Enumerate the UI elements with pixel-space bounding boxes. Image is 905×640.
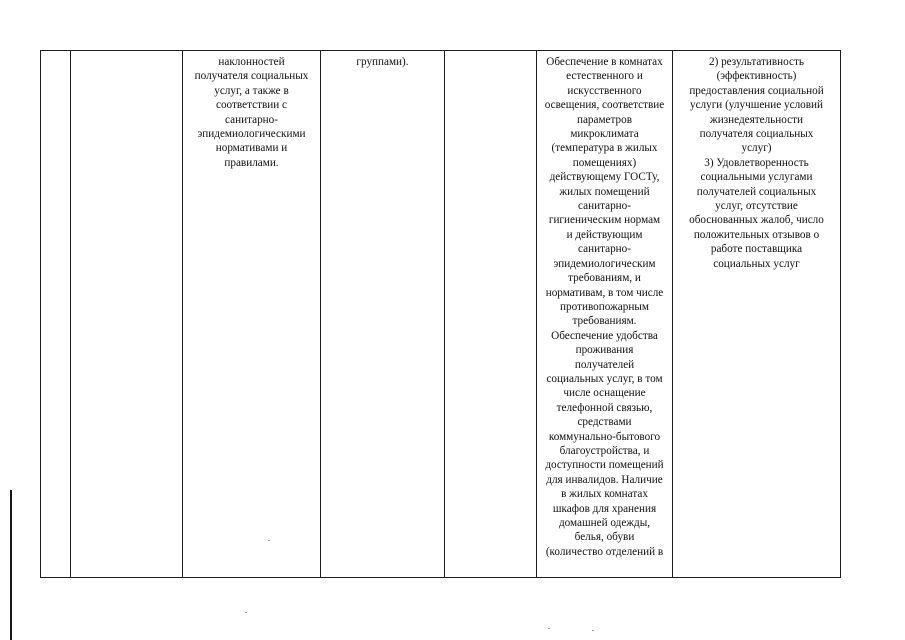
scan-speck — [592, 630, 594, 631]
cell-evaluation-conditions: 2) результативность (эффективность) предоставления социальной услуги (улучшение условий жизнедеятельности получателя социальных услуг) 3) Удовлетворенность социальными услугами получателей социальных услуг, отсутствие обоснованных жалоб, число положительных отзывов о работе поставщика социальных услуг — [673, 51, 841, 578]
scan-margin-line — [10, 490, 12, 640]
services-table — [40, 50, 841, 578]
scan-speck — [548, 628, 550, 629]
scan-speck — [245, 612, 247, 613]
cell-service-name — [71, 51, 183, 578]
cell-service-period: группами). — [321, 51, 445, 578]
table-row — [41, 51, 841, 578]
scan-speck — [268, 540, 270, 541]
cell-rate — [445, 51, 537, 578]
cell-quality-indicators: Обеспечение в комнатах естественного и искусственного освещения, соответствие параметров микроклимата (температура в жилых помещениях) действующему ГОСТу, жилых помещений санитарно- гигиеническим нормам и действующим санитарно- эпидемиологическим требованиям, и нормативам, в том числе противопожарным требованиям. Обеспечение удобства проживания получателей социальных услуг, в том числе оснащение телефонной связью, средствами коммунально-бытового благоустройства, и доступности помещений для инвалидов. Наличие в жилых комнатах шкафов для хранения домашней одежды, белья, обуви (количество отделений в — [537, 51, 673, 578]
cell-number — [41, 51, 71, 578]
cell-service-description: наклонностей получателя социальных услуг, а также в соответствии с санитарно- эпидемиологическими нормативами и правилами. — [183, 51, 321, 578]
